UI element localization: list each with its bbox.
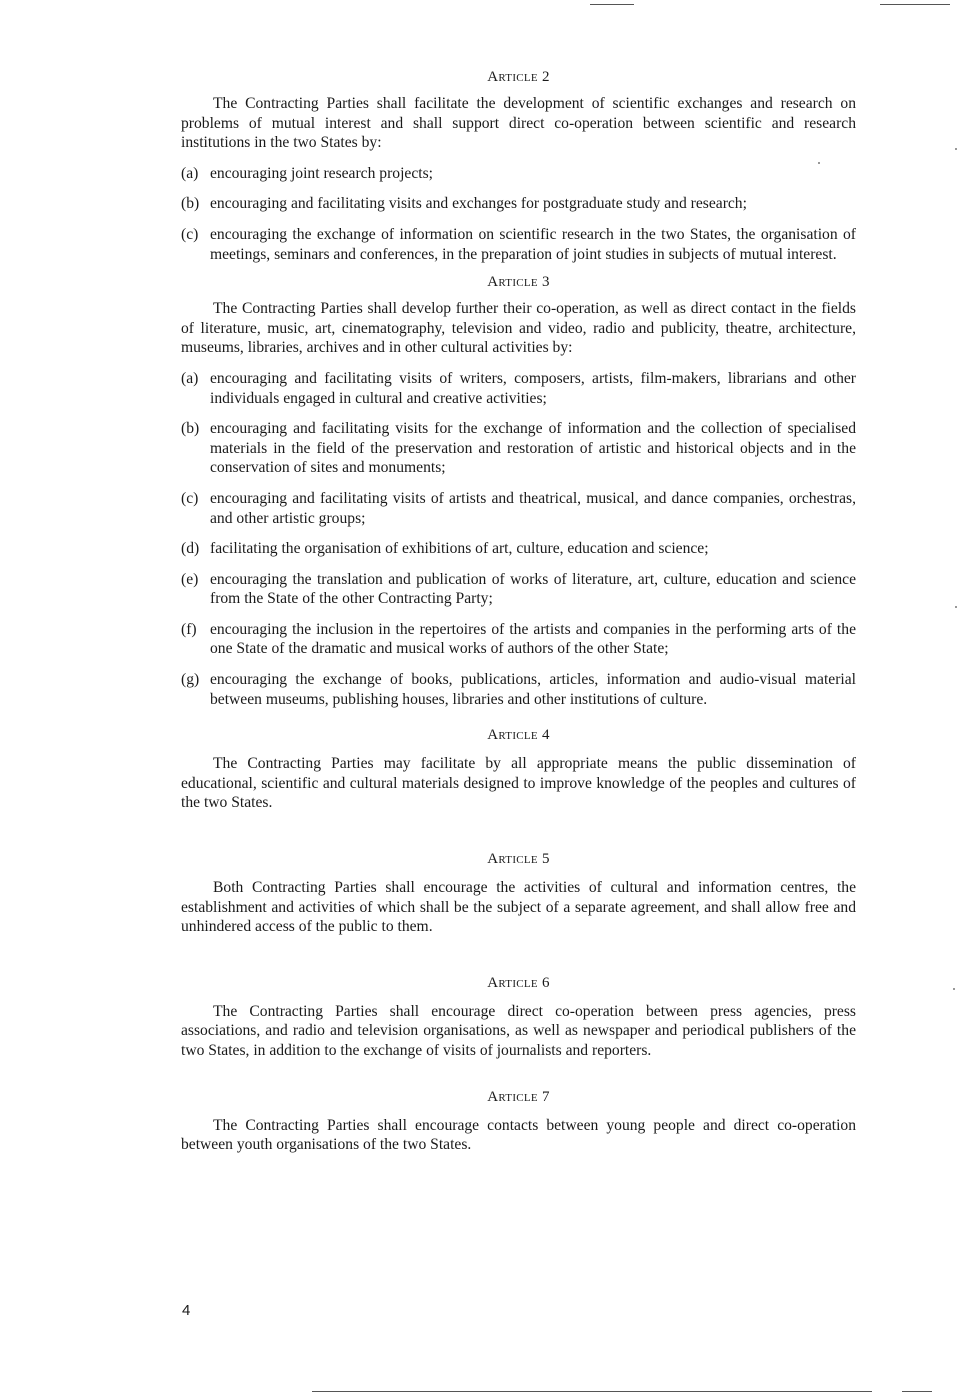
list-item xyxy=(181,369,856,408)
item-label: (b) xyxy=(181,195,200,213)
list-item xyxy=(181,419,856,478)
item-text: encouraging the exchange of books, publications, articles, information and audio-visual material between museums, publishing houses, libraries and other institutions of culture. xyxy=(210,671,856,708)
article-intro: The Contracting Parties shall develop further their co-operation, as well as direct contact in the fields of literature, music, art, cinematography, television and video, radio and publicity, theatre, architecture, museums, libraries, archives and in other cultural activities by: xyxy=(181,300,856,357)
article-intro: The Contracting Parties shall facilitate the development of scientific exchanges and research on problems of mutual interest and shall support direct co-operation between scientific and research institutions in the two States by: xyxy=(181,95,856,152)
item-text: encouraging the translation and publication of works of literature, art, culture, education and science from the State of the other Contracting Party; xyxy=(210,570,856,608)
scan-speck xyxy=(955,606,957,608)
list-item xyxy=(181,570,856,609)
list-item xyxy=(181,164,856,184)
item-label: (d) xyxy=(181,540,200,558)
article-7 xyxy=(181,1089,856,1155)
article-heading: Article 3 xyxy=(487,274,550,291)
item-text: encouraging joint research projects; xyxy=(210,164,433,182)
scan-line-bottom xyxy=(312,1391,872,1392)
item-text: facilitating the organisation of exhibitions of art, culture, education and science; xyxy=(210,540,709,558)
scan-speck xyxy=(955,148,957,150)
item-label: (c) xyxy=(181,489,199,507)
scan-line-top-right xyxy=(880,4,950,5)
article-intro: The Contracting Parties shall encourage direct co-operation between press agencies, press associations, and radio and television organisations, as well as newspaper and periodical publishers of the two States, in addition to the exchange of visits of journalists and reporters. xyxy=(181,1002,856,1059)
list-item xyxy=(181,489,856,528)
article-heading: Article 6 xyxy=(487,974,550,991)
article-intro: The Contracting Parties shall encourage contacts between young people and direct co-operation between youth organisations of the two States. xyxy=(181,1116,856,1154)
article-heading: Article 2 xyxy=(487,69,550,85)
item-text: encouraging and facilitating visits for the exchange of information and the collection of specialised materials in the field of the preservation and restoration of artistic and historical objects and in the conservation of sites and monuments; xyxy=(210,420,856,477)
item-label: (e) xyxy=(181,570,199,588)
article-2 xyxy=(181,69,856,264)
article-3 xyxy=(181,274,856,709)
item-text: encouraging the inclusion in the repertoires of the artists and companies in the performing arts of the one State of the dramatic and musical works of authors of the other State; xyxy=(210,620,856,658)
article-intro: Both Contracting Parties shall encourage the activities of cultural and information centres, the establishment and activities of which shall be the subject of a separate agreement, and shall allow free and unhindered access of the public to them. xyxy=(181,879,856,936)
list-item xyxy=(181,194,856,214)
item-text: encouraging and facilitating visits and exchanges for postgraduate study and research; xyxy=(210,195,747,213)
article-heading: Article 5 xyxy=(487,851,550,868)
scan-speck xyxy=(953,988,955,990)
item-label: (g) xyxy=(181,671,200,689)
document-page xyxy=(181,0,856,1155)
list-item xyxy=(181,539,856,559)
item-text: encouraging and facilitating visits of writers, composers, artists, film-makers, librarians and other individuals engaged in cultural and creative activities; xyxy=(210,369,856,407)
article-heading: Article 7 xyxy=(487,1088,550,1105)
list-item xyxy=(181,620,856,659)
article-5 xyxy=(181,851,856,937)
item-text: encouraging the exchange of information on scientific research in the two States, the organisation of meetings, seminars and conferences, in the preparation of joint studies in subjects of mutual interest. xyxy=(210,225,856,263)
item-label: (b) xyxy=(181,420,200,438)
scan-line-bottom-right xyxy=(902,1391,932,1392)
article-intro: The Contracting Parties may facilitate by all appropriate means the public dissemination of educational, scientific and cultural materials designed to improve knowledge of the peoples and cultures of the two States. xyxy=(181,755,856,812)
list-item xyxy=(181,670,856,709)
article-heading: Article 4 xyxy=(487,727,550,744)
item-text: encouraging and facilitating visits of artists and theatrical, musical, and dance companies, orchestras, and other artistic groups; xyxy=(210,489,856,527)
page-number: 4 xyxy=(182,1302,191,1319)
item-label: (a) xyxy=(181,369,199,387)
item-label: (f) xyxy=(181,620,197,638)
item-label: (a) xyxy=(181,164,199,182)
item-label: (c) xyxy=(181,225,199,243)
article-6 xyxy=(181,975,856,1061)
list-item xyxy=(181,225,856,264)
article-4 xyxy=(181,727,856,813)
